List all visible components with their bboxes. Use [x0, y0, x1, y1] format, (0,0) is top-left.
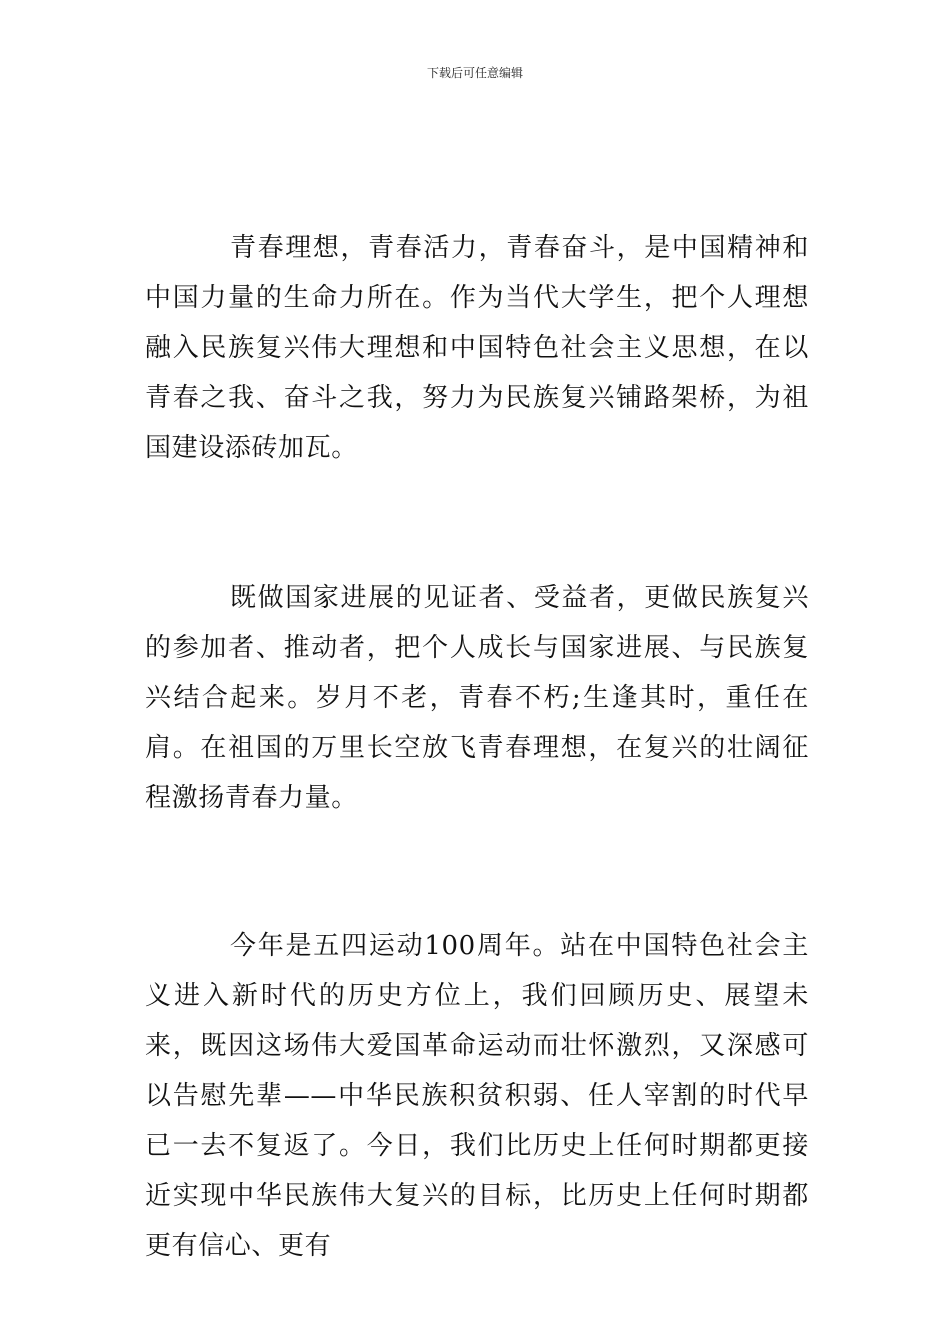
paragraph-2: 既做国家进展的见证者、受益者，更做民族复兴的参加者、推动者，把个人成长与国家进展、与民族复兴结合起来。岁月不老，青春不朽;生逢其时，重任在肩。在祖国的万里长空放飞青春理想，在复兴的壮阔征程激扬青春力量。 — [145, 583, 809, 813]
paragraph-3: 今年是五四运动100周年。站在中国特色社会主义进入新时代的历史方位上，我们回顾历史、展望未来，既因这场伟大爱国革命运动而壮怀激烈，又深感可以告慰先辈——中华民族积贫积弱、任人宰割的时代早已一去不复返了。今日，我们比历史上任何时期都更接近实现中华民族伟大复兴的目标，比历史上任何时期都更有信心、更有 — [145, 931, 809, 1261]
page-header: 下载后可任意编辑 — [426, 66, 523, 80]
paragraph-1: 青春理想，青春活力，青春奋斗，是中国精神和中国力量的生命力所在。作为当代大学生，把个人理想融入民族复兴伟大理想和中国特色社会主义思想，在以青春之我、奋斗之我，努力为民族复兴铺路架桥，为祖国建设添砖加瓦。 — [145, 233, 809, 463]
